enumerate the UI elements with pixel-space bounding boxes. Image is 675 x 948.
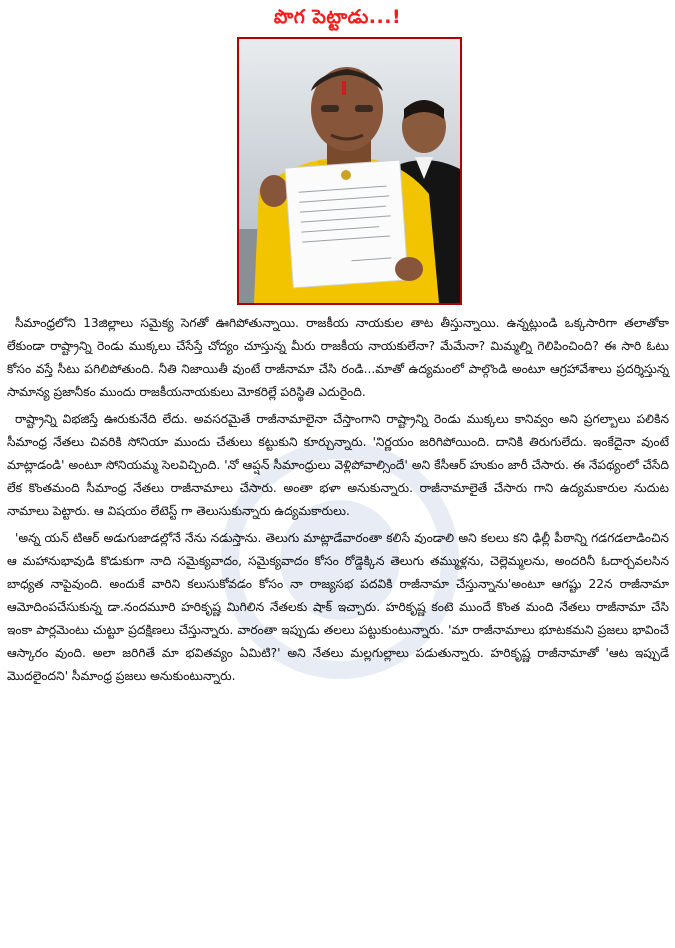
article-body — [7, 312, 669, 688]
politician-photo-icon — [239, 39, 460, 303]
article-paragraph: 'అన్న యన్ టిఆర్ అడుగుజాడల్లోనే నేను నడుస్తాను. తెలుగు మాట్లాడేవారంతా కలిసే వుండాలి అని కలలు కని ఢిల్లీ పీఠాన్ని గడగడలాడించిన ఆ మహానుభావుడి కొడుకుగా నాది సమైక్యవాదం, సమైక్యవాదం కోసం రోడ్డెక్కిన తెలుగు తమ్ముళ్లను, చెల్లెమ్మలను, అందరినీ ఓదార్చవలసిన బాధ్యత నాపైవుంది. అందుకే వారిని కలుసుకోవడం కోసం నా రాజ్యసభ పదవికి రాజీనామా చేస్తున్నాను'అంటూ ఆగష్టు 22న రాజీనామా ఆమోదింపచేసుకున్న డా.నందమూరి హరికృష్ణ మిగిలిన నేతలకు షాక్ ఇచ్చారు. హరికృష్ణ కంటె ముందే కొంత మంది నేతలు రాజీనామా చేసి ఇంకా పార్లమెంటు చుట్టూ ప్రదక్షిణలు చేస్తున్నారు. వారంతా ఇప్పుడు తలలు పట్టుకుంటున్నారు. 'మా రాజీనామాలు భూటకమని ప్రజలు భావించే ఆస్కారం వుంది. అలా జరిగితే మా భవితవ్యం ఏమిటి?' అని నేతలు మల్లగుల్లాలు పడుతున్నారు. హరికృష్ణ రాజీనామాతో 'ఆట ఇప్పుడే మొదలైందని' సీమాంధ్ర ప్రజలు అనుకుంటున్నారు. — [7, 531, 669, 683]
article-paragraph: రాష్ట్రాన్ని విభజిస్తే ఊరుకునేది లేదు. అవసరమైతే రాజీనామాలైనా చేస్తాంగాని రాష్ట్రాన్ని రెండు ముక్కలు కానివ్వం అని ప్రగల్బాలు పలికిన సీమాంధ్ర నేతలు చివరికి సోనియా ముందు చేతులు కట్టుకుని కూర్చున్నారు. 'నిర్ణయం జరిగిపోయింది. దానికి తిరుగులేదు. ఇంకేదైనా వుంటే మాట్లాడండి' అంటూ సోనియమ్మ సెలవిచ్చింది. 'నో ఆప్షన్ సీమాంధ్రులు వెళ్లిపోవాల్సిందే' అని కేసీఆర్ హుకుం జారీ చేసారు. ఈ నేపథ్యంలో చేసేది లేక కొంతమంది సీమాంధ్ర నేతలు రాజీనామాలు చేసారు. అంతా భళా అనుకున్నారు. రాజీనామాలైతే చేసారు గాని ఉద్యమకారుల నుదుట నామాలు పెట్టారు. ఆ విషయం లేటెస్ట్ గా తెలుసుకున్నారు ఉద్యమకారులు. — [7, 412, 669, 518]
headline: పొగ పెట్టాడు...! — [273, 6, 402, 28]
article-paragraph: సీమాంధ్రలోని 13జిల్లాలు సమైక్య సెగతో ఊగిపోతున్నాయి. రాజకీయ నాయకుల తాట తీస్తున్నాయి. ఉన్నట్లుండి ఒక్కసారిగా తలాతోకా లేకుండా రాష్ట్రాన్ని రెండు ముక్కలు చేసేస్తే చోద్యం చూస్తున్న మీరు రాజకీయ నాయకులేనా? మేమేనా? మిమ్మల్ని గెలిపించింది? ఈ సారి ఓటు కోసం వస్తే సీటు పగిలిపోతుంది. నీతి నిజాయితీ వుంటే రాజీనామా చేసి రండి...మాతో ఉద్యమంలో పాల్గొండి అంటూ ఆగ్రహావేశాలు ప్రదర్శిస్తున్న సామాన్య ప్రజానీకం ముందు రాజకీయనాయకులు మోకరిల్లే పరిస్థితి ఎదురైంది. — [7, 316, 669, 399]
news-photo — [237, 37, 462, 305]
